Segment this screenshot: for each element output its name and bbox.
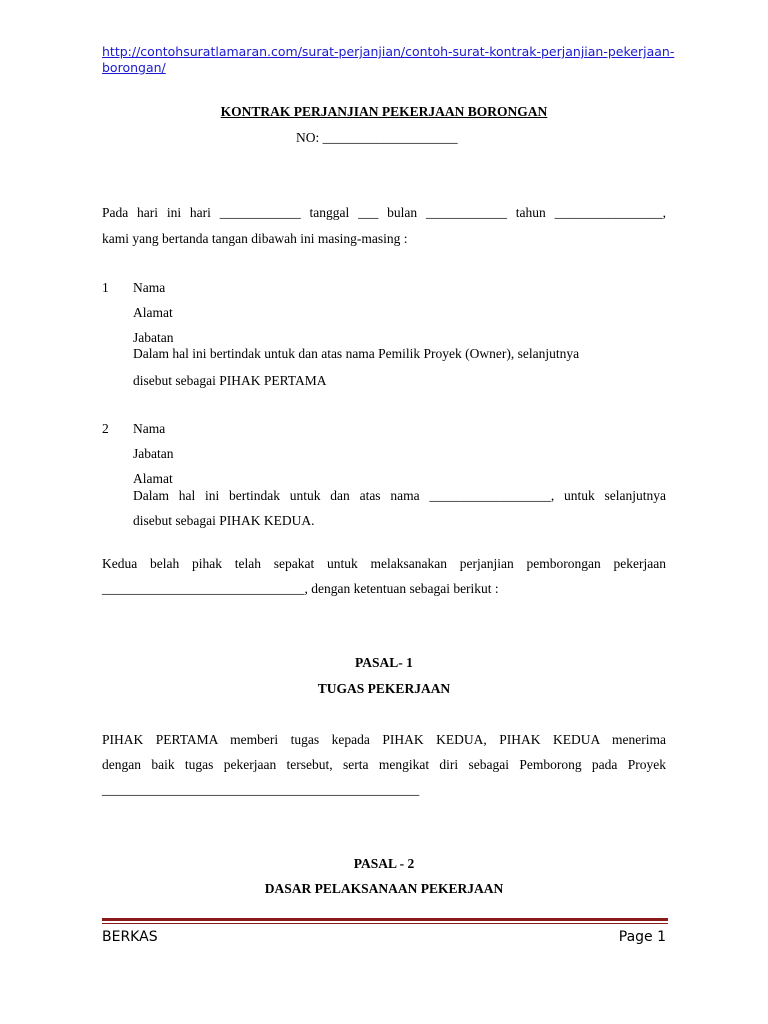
party-2-description: Dalam hal ini bertindak untuk dan atas nama __________________, untuk selanjutnya [133,488,666,503]
agreement-line-2: ______________________________, dengan ketentuan sebagai berikut : [102,581,499,596]
pasal-1-subheading: TUGAS PEKERJAAN [317,681,451,696]
document-title: KONTRAK PERJANJIAN PEKERJAAN BORONGAN [220,104,548,119]
party-1-name-label: Nama [133,280,166,295]
party-1-description: Dalam hal ini bertindak untuk dan atas nama Pemilik Proyek (Owner), selanjutnya [133,346,580,361]
party-2-address-label: Alamat [133,471,173,486]
pasal-2-subheading: DASAR PELAKSANAAN PEKERJAAN [264,881,504,896]
pasal-2-heading: PASAL - 2 [353,856,415,871]
party-1-designation: disebut sebagai PIHAK PERTAMA [133,373,327,388]
party-2-designation: disebut sebagai PIHAK KEDUA. [133,513,315,528]
party-1-position-label: Jabatan [133,330,174,345]
document-number: NO: ____________________ [296,130,458,145]
party-2-position-label: Jabatan [133,446,174,461]
intro-line-2: kami yang bertanda tangan dibawah ini masing-masing : [102,231,408,246]
party-2-name-label: Nama [133,421,166,436]
pasal-1-heading: PASAL- 1 [355,655,413,670]
agreement-line-1: Kedua belah pihak telah sepakat untuk melaksanakan perjanjian pemborongan pekerjaan [102,556,666,571]
party-2-number: 2 [102,421,109,436]
footer-page-number: Page 1 [618,929,666,945]
pasal-1-line-2: dengan baik tugas pekerjaan tersebut, serta mengikat diri sebagai Pemborong pada Proyek [102,757,666,772]
footer-rule-thin [102,923,668,924]
intro-line-1: Pada hari ini hari ____________ tanggal ___ bulan ____________ tahun ________________, [102,205,666,220]
source-link-continued[interactable]: borongan/ [102,60,166,75]
source-link[interactable]: http://contohsuratlamaran.com/surat-perjanjian/contoh-surat-kontrak-perjanjian-pekerjaan- [102,44,675,59]
party-1-number: 1 [102,280,109,295]
footer-rule-thick [102,918,668,921]
footer-left-text: BERKAS [102,929,158,945]
party-1-address-label: Alamat [133,305,173,320]
pasal-1-line-3: _______________________________________________ [102,782,420,797]
pasal-1-line-1: PIHAK PERTAMA memberi tugas kepada PIHAK KEDUA, PIHAK KEDUA menerima [102,732,666,747]
